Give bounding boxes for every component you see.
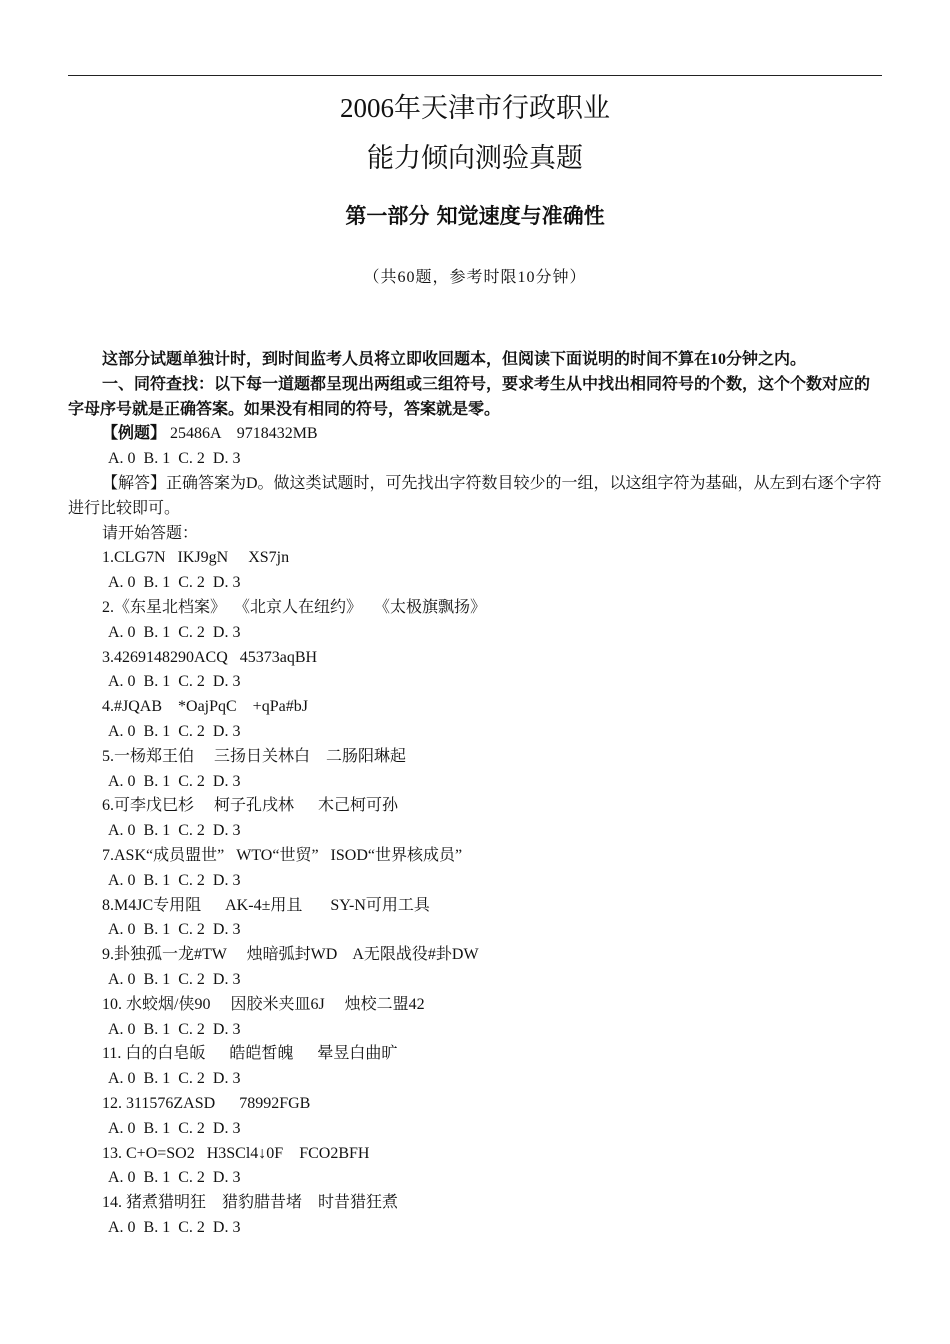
question-options: A. 0 B. 1 C. 2 D. 3 [108, 871, 241, 889]
question-options: A. 0 B. 1 C. 2 D. 3 [108, 1070, 241, 1088]
question-options: A. 0 B. 1 C. 2 D. 3 [108, 970, 241, 988]
question-options: A. 0 B. 1 C. 2 D. 3 [108, 574, 241, 592]
intro-paragraph: 这部分试题单独计时，到时间监考人员将立即收回题本，但阅读下面说明的时间不算在10分钟之内。 [102, 351, 807, 368]
instruction-paragraph: 一、同符查找：以下每一道题都呈现出两组或三组符号，要求考生从中找出相同符号的个数，这个个数对应的字母序号就是正确答案。如果没有相同的符号，答案就是零。 [68, 375, 871, 418]
answer-paragraph: 【解答】正确答案为D。做这类试题时，可先找出字符数目较少的一组，以这组字符为基础，从左到右逐个字符进行比较即可。 [68, 474, 882, 517]
start-line: 请开始答题： [102, 524, 199, 542]
question-7: 7.ASK“成员盟世” WTO“世贸” ISOD“世界核成员” [102, 846, 463, 864]
question-options: A. 0 B. 1 C. 2 D. 3 [108, 921, 241, 939]
question-9: 9.卦独孤一龙#TW 烛暗弧封WD A无限战役#卦DW [102, 946, 479, 964]
document-title-line1: 2006年天津市行政职业 [340, 93, 610, 123]
example-line [68, 422, 882, 447]
question-6: 6.可李戊巳杉 柯子孔戌林 木己柯可孙 [102, 797, 399, 815]
question-10: 10. 水蛟烟/侠90 因胶米夹皿6J 烛校二盟42 [102, 995, 425, 1013]
question-14: 14. 猪煮猎明狂 猎豹腊昔堵 时昔猎狂煮 [102, 1194, 399, 1212]
example-options: A. 0 B. 1 C. 2 D. 3 [108, 450, 241, 468]
question-8: 8.M4JC专用阻 AK-4±用且 SY-N可用工具 [102, 896, 430, 914]
question-options: A. 0 B. 1 C. 2 D. 3 [108, 1218, 241, 1236]
question-options: A. 0 B. 1 C. 2 D. 3 [108, 722, 241, 740]
question-13: 13. C+O=SO2 H3SCl4↓0F FCO2BFH [102, 1144, 370, 1162]
question-5: 5.一杨郑王伯 三扬日关林白 二肠阳琳起 [102, 747, 407, 765]
top-rule [68, 75, 882, 76]
question-options: A. 0 B. 1 C. 2 D. 3 [108, 1020, 241, 1038]
question-options: A. 0 B. 1 C. 2 D. 3 [108, 1169, 241, 1187]
example-text: 25486A 9718432MB [170, 425, 318, 443]
question-options: A. 0 B. 1 C. 2 D. 3 [108, 673, 241, 691]
question-options: A. 0 B. 1 C. 2 D. 3 [108, 1119, 241, 1137]
example-label: 【例题】 [102, 425, 167, 443]
question-12: 12. 311576ZASD 78992FGB [102, 1094, 311, 1112]
document-body [68, 348, 882, 1241]
question-1: 1.CLG7N IKJ9gN XS7jn [102, 549, 290, 567]
question-options: A. 0 B. 1 C. 2 D. 3 [108, 772, 241, 790]
question-options: A. 0 B. 1 C. 2 D. 3 [108, 822, 241, 840]
question-options: A. 0 B. 1 C. 2 D. 3 [108, 623, 241, 641]
part-title: 第一部分 知觉速度与准确性 [345, 204, 605, 228]
part-note: （共60题，参考时限10分钟） [363, 269, 587, 286]
question-2: 2.《东星北档案》 《北京人在纽约》 《太极旗飘扬》 [102, 598, 487, 616]
question-11: 11. 白的白皂皈 皓皑皙魄 晕昱白曲旷 [102, 1045, 398, 1063]
document-title-line2: 能力倾向测验真题 [367, 143, 583, 173]
question-4: 4.#JQAB *OajPqC +qPa#bJ [102, 698, 308, 716]
question-3: 3.4269148290ACQ 45373aqBH [102, 648, 318, 666]
